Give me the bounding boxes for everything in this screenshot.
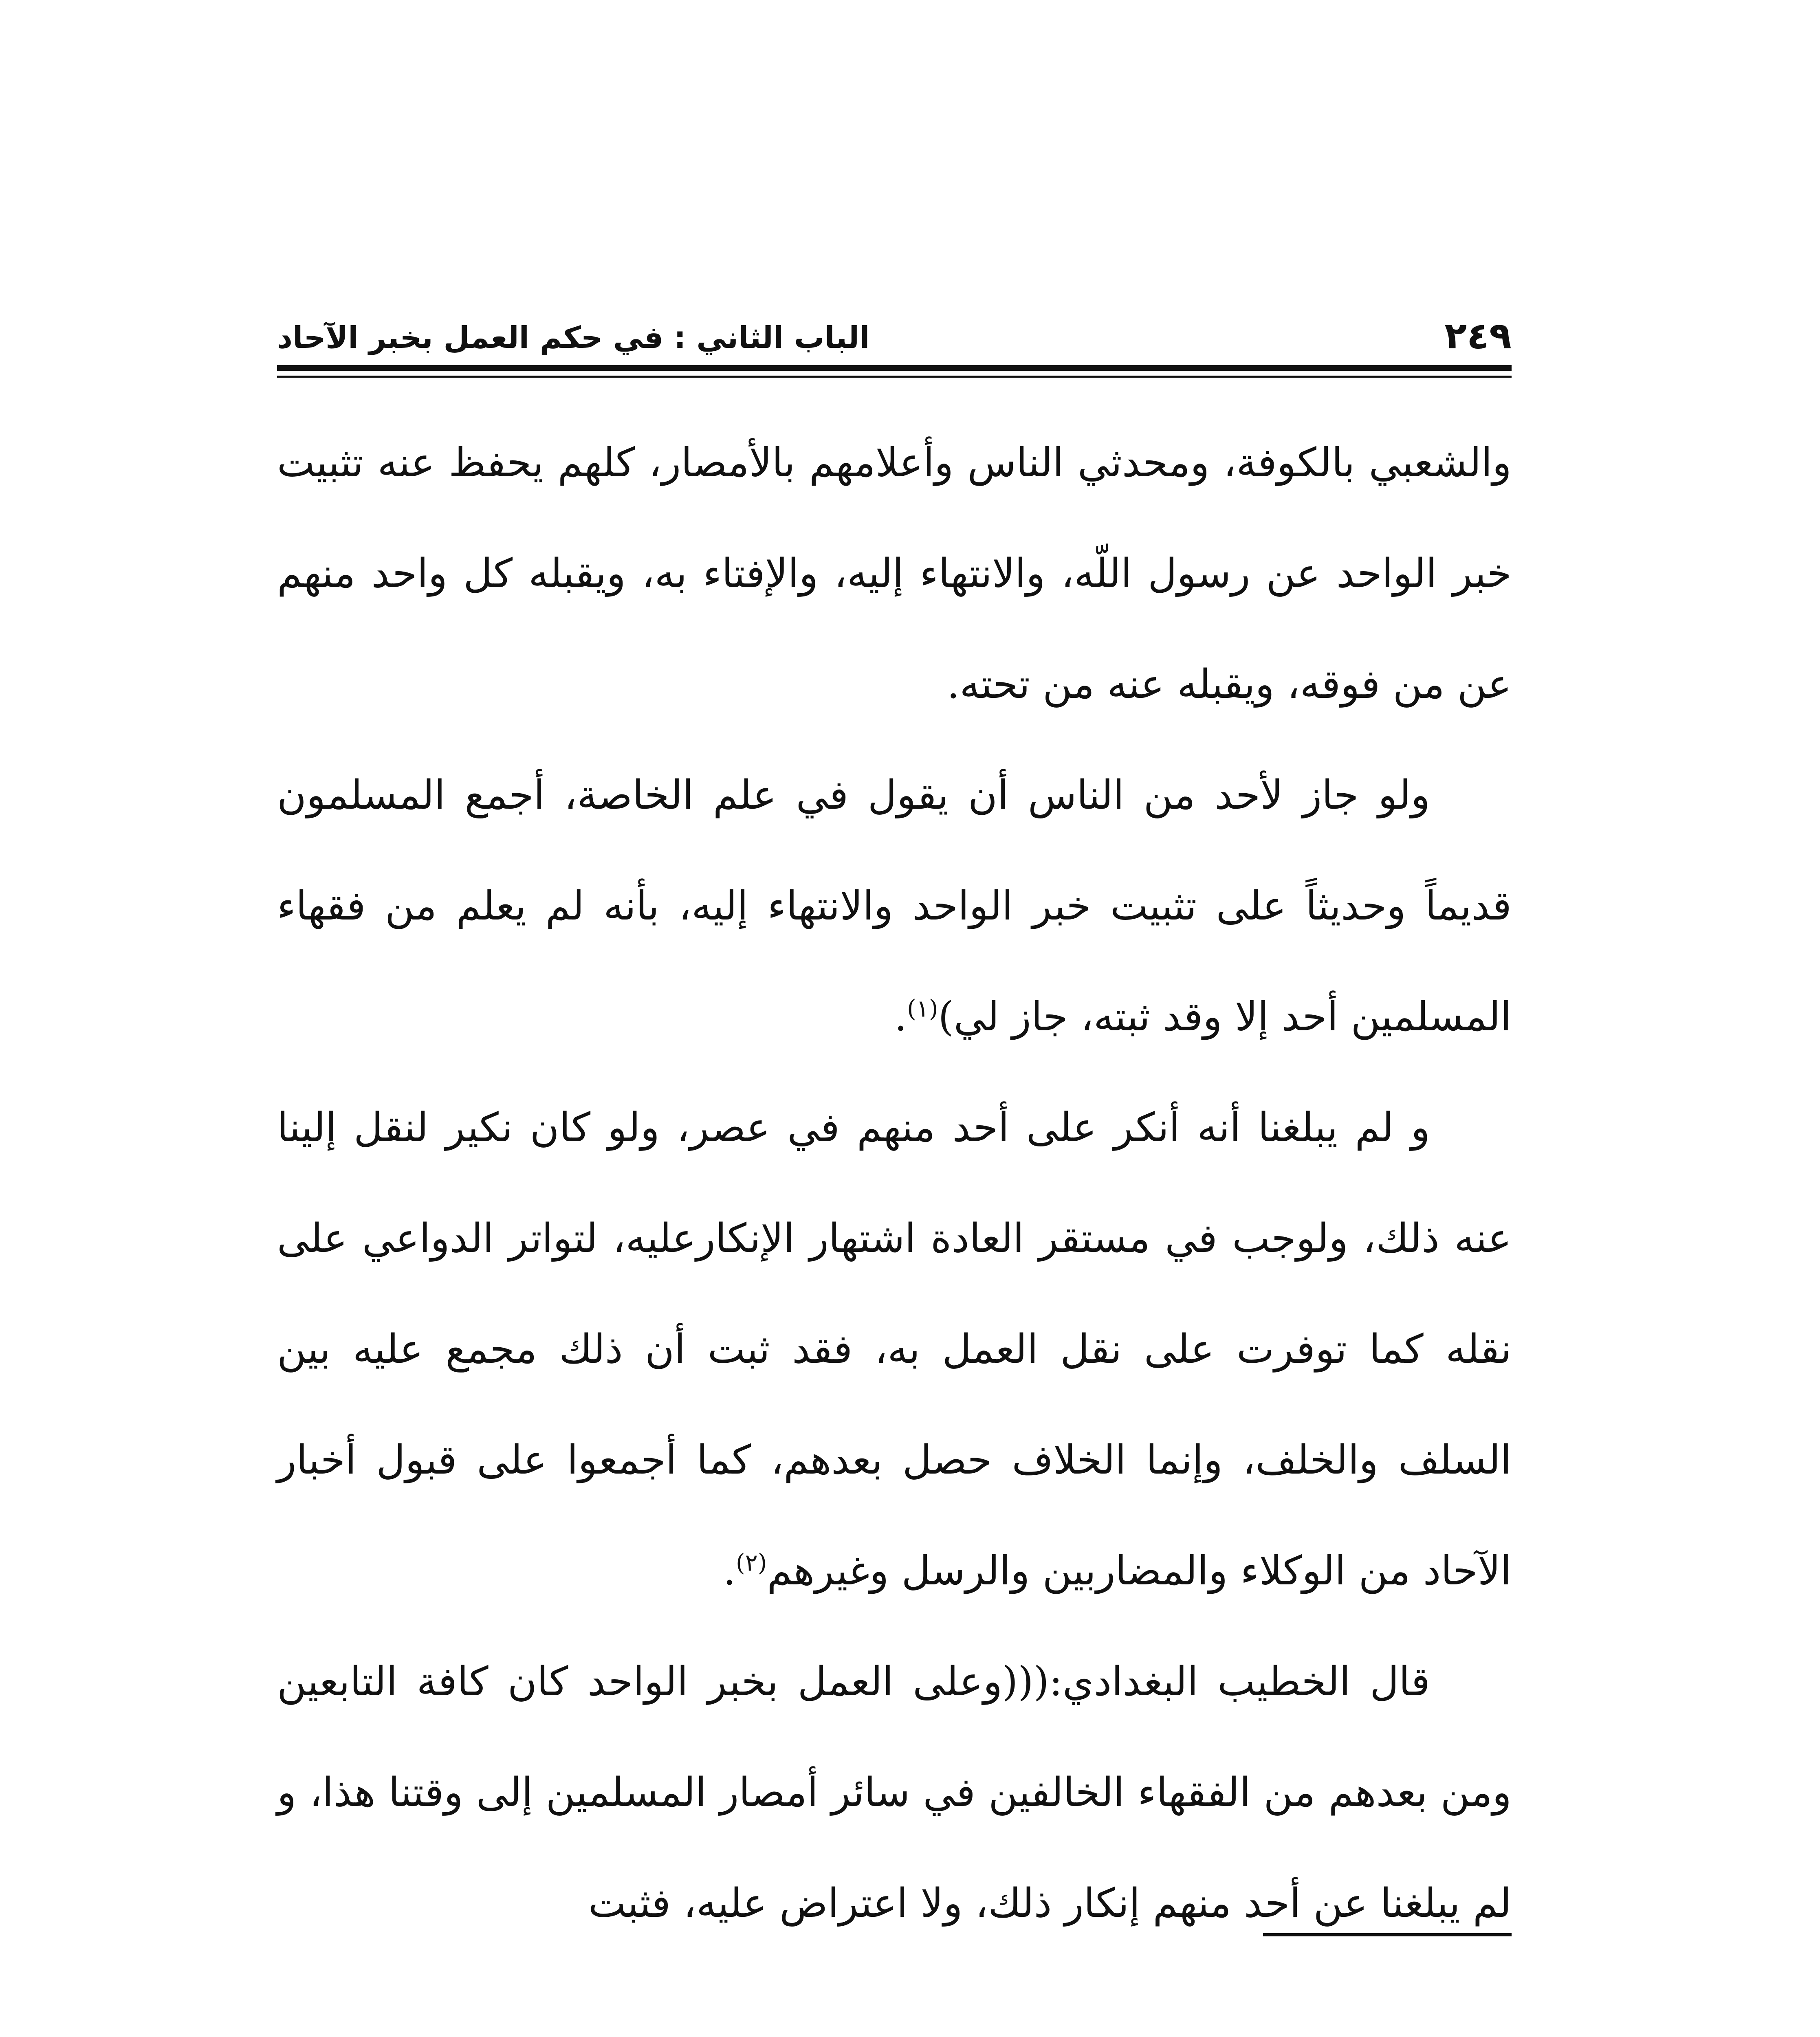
footnotes [277, 2029, 1512, 2037]
paragraph-1: والشعبي بالكوفة، ومحدثي الناس وأعلامهم بالأمصار، كلهم يحفظ عنه تثبيت خبر الواحد عن رسول اللّه، والانتهاء إليه، والإفتاء به، ويقبله كل واحد منهم عن من فوقه، ويقبله عنه من تحته. [277, 440, 1512, 708]
running-title: الباب الثاني : في حكم العمل بخبر الآحاد [277, 320, 870, 355]
paragraph-4: قال الخطيب البغدادي:(((وعلى العمل بخبر الواحد كان كافة التابعين ومن بعدهم من الفقهاء الخالفين في سائر أمصار المسلمين إلى وقتنا هذا، و لم يبلغنا عن أحد منهم إنكار ذلك، ولا اعتراض عليه، فثبت [277, 1659, 1512, 1927]
header-rule-thick [277, 365, 1512, 371]
paragraph-2-text: ولو جاز لأحد من الناس أن يقول في علم الخاصة، أجمع المسلمون قديماً وحديثاً على تثبيت خبر الواحد والانتهاء إليه، بأنه لم يعلم من فقهاء المسلمين أحد إلا وقد ثبته، جاز لي) [277, 772, 1512, 1040]
footnote-ref-2: (٢) [735, 1549, 767, 1577]
body-text [277, 407, 1512, 1959]
paragraph-3 [277, 1072, 1512, 1626]
paragraph-2-end: . [894, 994, 907, 1040]
paragraph-3-end: . [723, 1548, 736, 1594]
header-rule-thin [277, 376, 1512, 378]
page-number: ٢٤٩ [1444, 315, 1512, 357]
page-header [277, 314, 1512, 363]
footnote-ref-1: (١) [907, 994, 938, 1023]
footnote-1 [277, 2029, 1512, 2037]
footnote-separator [1263, 1933, 1512, 1936]
paragraph-3-text: و لم يبلغنا أنه أنكر على أحد منهم في عصر، ولو كان نكير لنقل إلينا عنه ذلك، ولوجب في مستقر العادة اشتهار الإنكارعليه، لتواتر الدواعي على نقله كما توفرت على نقل العمل به، فقد ثبت أن ذلك مجمع عليه بين السلف والخلف، وإنما الخلاف حصل بعدهم، كما أجمعوا على قبول أخبار الآحاد من الوكلاء والمضاربين والرسل وغيرهم [277, 1104, 1512, 1594]
paragraph-2 [277, 740, 1512, 1072]
